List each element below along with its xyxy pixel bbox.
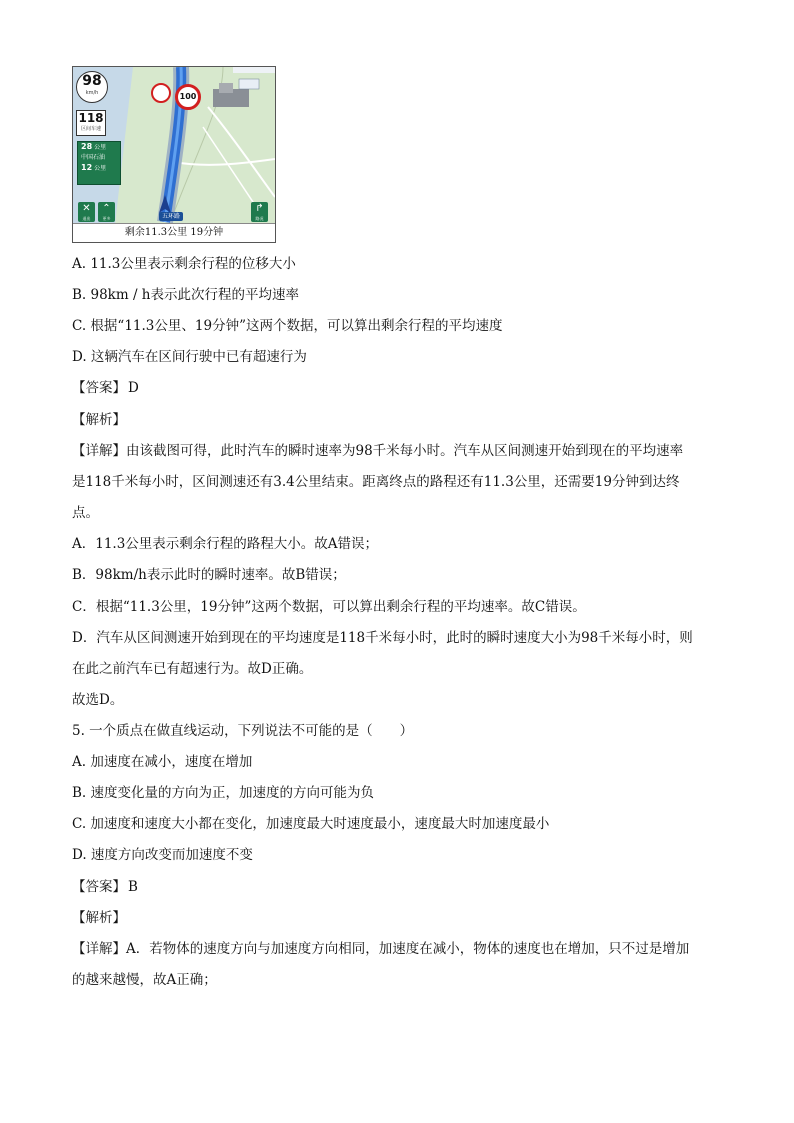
q4-detail-line: 故选D。 xyxy=(72,692,124,708)
exit-button-caption: 退出 xyxy=(82,216,91,221)
q5-answer-label: 【答案】 xyxy=(72,879,126,895)
q5-option-d: D. 速度方向改变而加速度不变 xyxy=(72,847,253,863)
section-average-box xyxy=(76,110,106,136)
speed-unit: km/h xyxy=(85,90,99,96)
poi-row-2 xyxy=(78,163,120,174)
turn-arrow-icon: ↱ xyxy=(255,203,264,214)
q4-answer-value: D xyxy=(128,380,139,396)
more-button-caption: 更多 xyxy=(102,216,111,221)
q4-option-c: C. 根据“11.3公里、19分钟”这两个数据，可以算出剩余行程的平均速度 xyxy=(72,318,503,334)
more-button[interactable] xyxy=(98,202,115,222)
q5-answer-value: B xyxy=(128,879,138,895)
q4-analysis-label: 【解析】 xyxy=(72,412,126,428)
current-speed-badge xyxy=(76,71,108,103)
speed-limit-sign: 100 xyxy=(175,84,201,110)
q5-option-c: C. 加速度和速度大小都在变化，加速度最大时速度最小，速度最大时加速度最小 xyxy=(72,816,550,832)
poi-distance-1: 28 xyxy=(81,142,93,151)
route-button[interactable] xyxy=(251,202,268,222)
q5-stem: 5. 一个质点在做直线运动，下列说法不可能的是（ ） xyxy=(72,723,414,739)
current-speed-value: 98 xyxy=(82,73,102,89)
camera-icon xyxy=(151,83,171,103)
poi-distance-2: 12 xyxy=(81,163,93,172)
q4-detail-line: D．汽车从区间测速开始到现在的平均速度是118千米每小时，此时的瞬时速度大小为98千米每小时，则 xyxy=(72,630,693,646)
q5-detail-line: 的越来越慢，故A正确； xyxy=(72,972,217,988)
close-icon: ✕ xyxy=(82,203,91,214)
navigation-screenshot xyxy=(72,66,276,243)
q5-detail-line: 【详解】A．若物体的速度方向与加速度方向相同，加速度在减小，物体的速度也在增加，只不过是增加 xyxy=(72,941,690,957)
q4-detail-line: A．11.3公里表示剩余行程的路程大小。故A错误； xyxy=(72,536,379,552)
poi-row-1 xyxy=(78,142,120,153)
q4-detail-line: C．根据“11.3公里，19分钟”这两个数据，可以算出剩余行程的平均速率。故C错误。 xyxy=(72,599,586,615)
q5-analysis-label: 【解析】 xyxy=(72,910,126,926)
q4-detail-line: 是118千米每小时，区间测速还有3.4公里结束。距离终点的路程还有11.3公里，还需要19分钟到达终 xyxy=(72,474,680,490)
poi-unit-2: 公里 xyxy=(94,165,107,172)
remaining-trip-bar: 剩余11.3公里 19分钟 xyxy=(73,223,275,242)
q4-detail-line: 在此之前汽车已有超速行为。故D正确。 xyxy=(72,661,313,677)
q4-answer-label: 【答案】 xyxy=(72,380,126,396)
section-average-label: 区间车速 xyxy=(80,126,101,132)
chevron-up-icon: ⌃ xyxy=(102,203,111,214)
road-name-tag: 五环路 xyxy=(159,212,183,221)
q4-option-a: A. 11.3公里表示剩余行程的位移大小 xyxy=(72,256,296,272)
q4-option-d: D. 这辆汽车在区间行驶中已有超速行为 xyxy=(72,349,307,365)
poi-unit-1: 公里 xyxy=(94,144,107,151)
q5-option-a: A. 加速度在减小，速度在增加 xyxy=(72,754,253,770)
q4-option-b: B. 98km / h表示此次行程的平均速率 xyxy=(72,287,299,303)
q5-option-b: B. 速度变化量的方向为正，加速度的方向可能为负 xyxy=(72,785,375,801)
poi-name: 中国石油 xyxy=(81,154,106,161)
route-button-caption: 路况 xyxy=(255,216,264,221)
q4-detail-line: 点。 xyxy=(72,505,99,521)
poi-panel xyxy=(77,141,121,185)
q4-detail-line: B．98km/h表示此时的瞬时速率。故B错误； xyxy=(72,567,346,583)
exit-button[interactable] xyxy=(78,202,95,222)
q4-answer xyxy=(72,378,732,398)
q5-answer xyxy=(72,877,732,897)
section-average-value: 118 xyxy=(78,111,104,125)
q4-detail-line: 【详解】由该截图可得，此时汽车的瞬时速率为98千米每小时。汽车从区间测速开始到现在的平均速率 xyxy=(72,443,684,459)
